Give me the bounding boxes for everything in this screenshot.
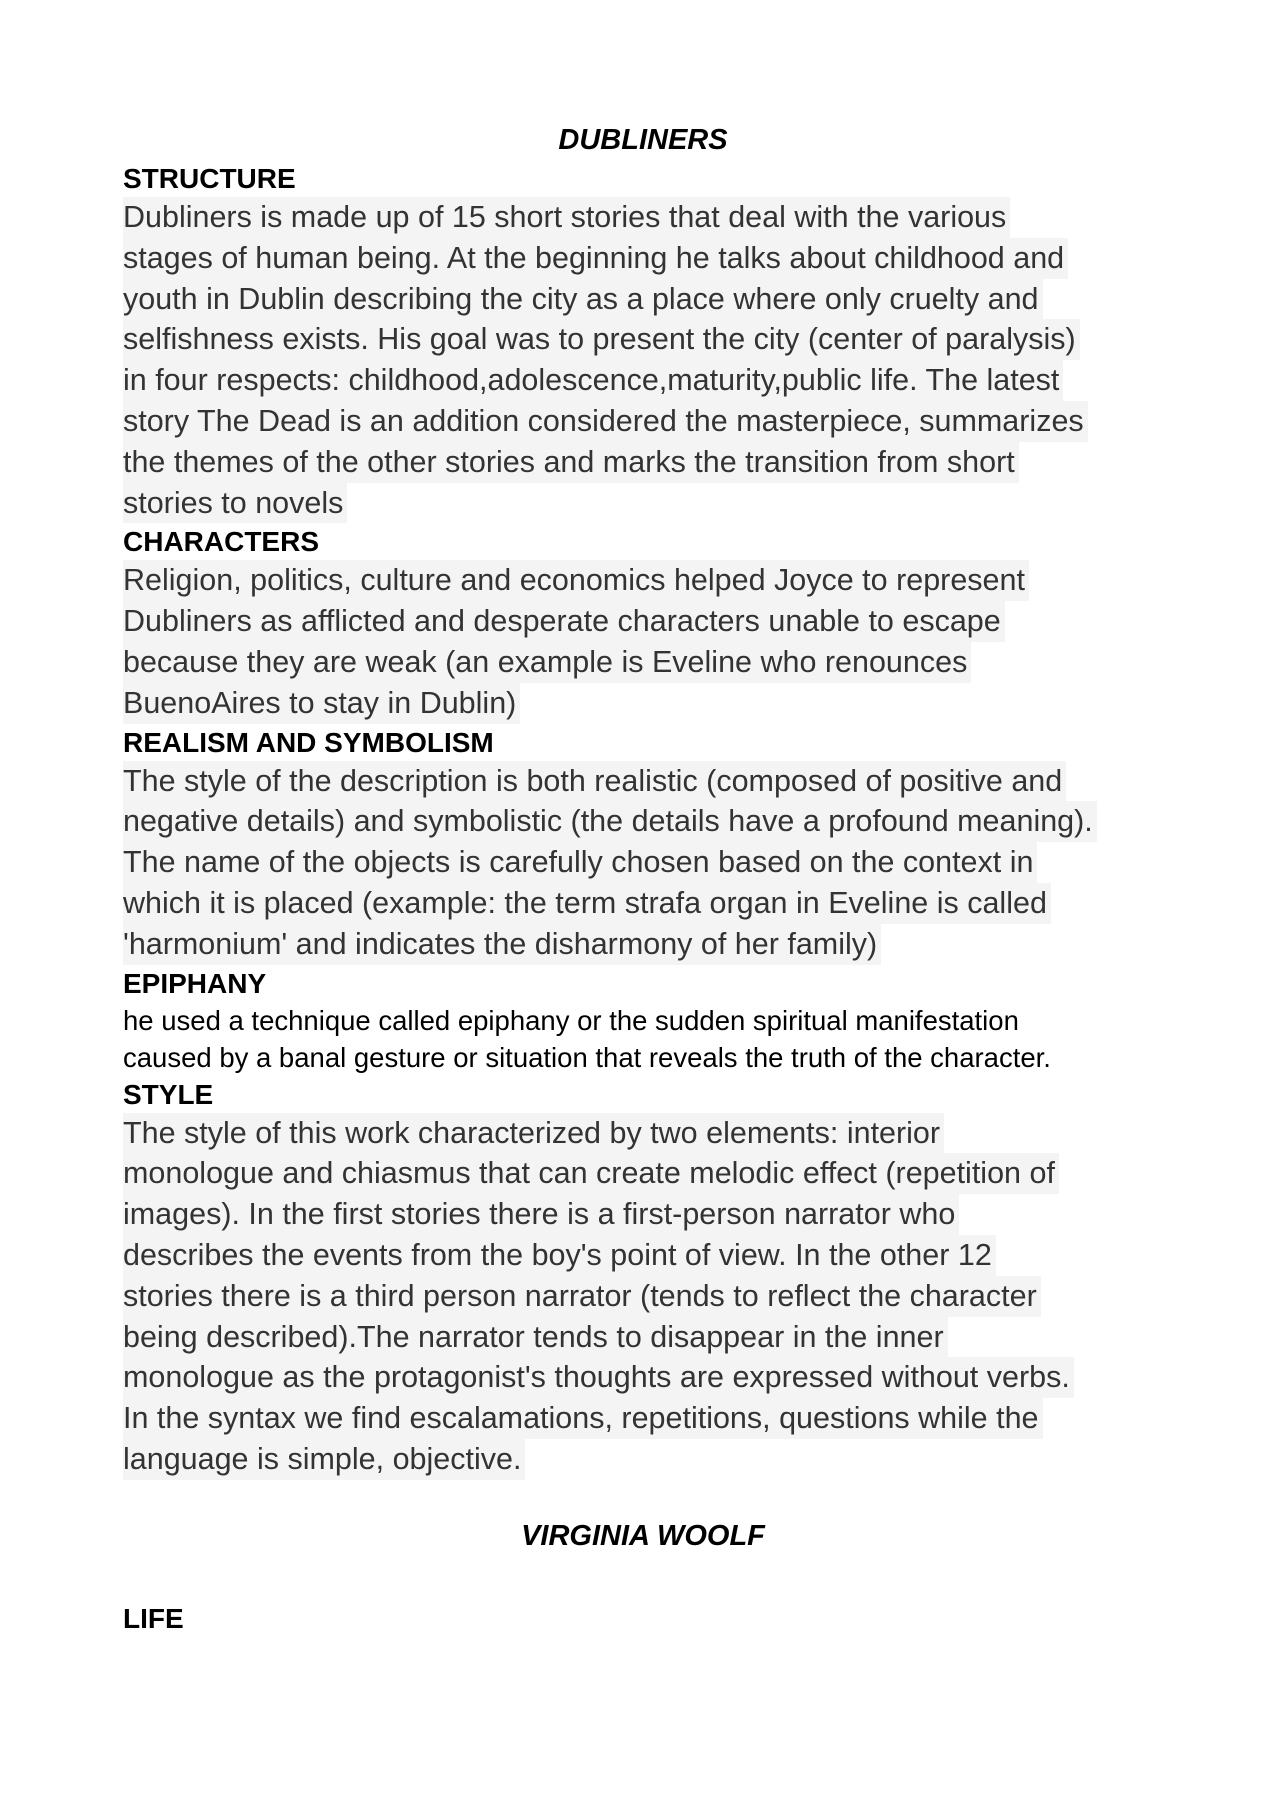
text-line: because they are weak (an example is Eveline who renounces	[123, 642, 971, 683]
text-line: Dubliners is made up of 15 short stories that deal with the various	[123, 197, 1010, 238]
document-title: DUBLINERS	[558, 124, 728, 156]
section-realism-symbolism	[123, 724, 1163, 965]
text-line: in four respects: childhood,adolescence,maturity,public life. The latest	[123, 360, 1063, 401]
text-line: the themes of the other stories and marks the transition from short	[123, 442, 1019, 483]
spacer	[123, 1480, 1163, 1516]
spacer	[123, 1556, 1163, 1600]
section-epiphany	[123, 965, 1163, 1076]
text-line: describes the events from the boy's point of view. In the other 12	[123, 1235, 996, 1276]
text-line: language is simple, objective.	[123, 1439, 525, 1480]
document-content	[123, 120, 1163, 1637]
section-body	[123, 1002, 1163, 1076]
section-heading-life: LIFE	[123, 1602, 184, 1634]
section-body	[123, 560, 1163, 723]
section-structure	[123, 160, 1163, 523]
section-heading: EPIPHANY	[123, 967, 267, 999]
text-line: selfishness exists. His goal was to present the city (center of paralysis)	[123, 319, 1080, 360]
text-line: images). In the first stories there is a first-person narrator who	[123, 1194, 959, 1235]
text-line: The name of the objects is carefully chosen based on the context in	[123, 842, 1037, 883]
section-body	[123, 197, 1163, 523]
section-heading: CHARACTERS	[123, 526, 319, 558]
text-line: caused by a banal gesture or situation that reveals the truth of the character.	[123, 1041, 1051, 1073]
text-line: story The Dead is an addition considered the masterpiece, summarizes	[123, 401, 1088, 442]
text-line: 'harmonium' and indicates the disharmony of her family)	[123, 924, 881, 965]
text-line: Dubliners as afflicted and desperate characters unable to escape	[123, 601, 1005, 642]
text-line: BuenoAires to stay in Dublin)	[123, 683, 520, 724]
text-line: stories to novels	[123, 483, 347, 524]
section-style	[123, 1076, 1163, 1480]
text-line: monologue and chiasmus that can create melodic effect (repetition of	[123, 1153, 1059, 1194]
section-characters	[123, 523, 1163, 723]
text-line: he used a technique called epiphany or the sudden spiritual manifestation	[123, 1004, 1019, 1036]
section-heading: REALISM AND SYMBOLISM	[123, 726, 494, 758]
text-line: In the syntax we find escalamations, repetitions, questions while the	[123, 1398, 1043, 1439]
text-line: monologue as the protagonist's thoughts are expressed without verbs.	[123, 1357, 1074, 1398]
section-body	[123, 1113, 1163, 1480]
text-line: The style of this work characterized by two elements: interior	[123, 1113, 944, 1154]
text-line: Religion, politics, culture and economics helped Joyce to represent	[123, 560, 1029, 601]
text-line: being described).The narrator tends to disappear in the inner	[123, 1317, 948, 1358]
text-line: which it is placed (example: the term strafa organ in Eveline is called	[123, 883, 1051, 924]
text-line: stories there is a third person narrator (tends to reflect the character	[123, 1276, 1041, 1317]
section-body	[123, 761, 1163, 965]
text-line: The style of the description is both realistic (composed of positive and	[123, 761, 1066, 802]
text-line: stages of human being. At the beginning he talks about childhood and	[123, 238, 1068, 279]
section-heading: STYLE	[123, 1078, 214, 1110]
document-title-2: VIRGINIA WOOLF	[521, 1519, 765, 1552]
text-line: negative details) and symbolistic (the details have a profound meaning).	[123, 801, 1097, 842]
section-heading: STRUCTURE	[123, 163, 296, 194]
text-line: youth in Dublin describing the city as a place where only cruelty and	[123, 279, 1043, 320]
